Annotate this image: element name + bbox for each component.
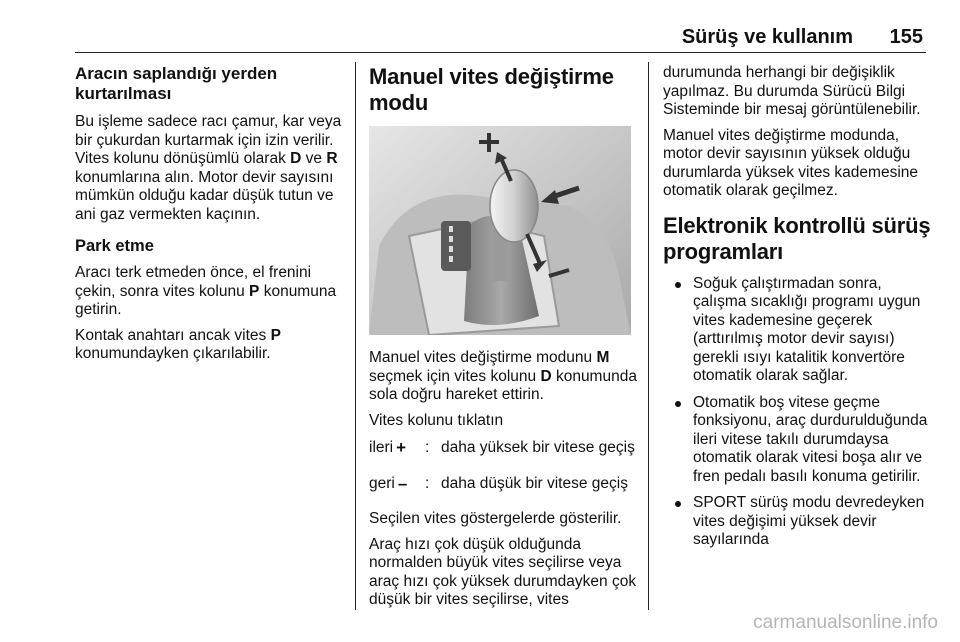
header-rule	[75, 52, 926, 53]
row-upshift: ileri + : daha yüksek bir vitese geçiş	[369, 438, 635, 457]
plus-icon: +	[396, 438, 407, 457]
heading-manual-mode: Manuel vites değiştirme modu	[369, 64, 614, 115]
paragraph-tap: Vites kolunu tıklatın	[369, 411, 504, 429]
list-item: Otomatik boş vitese geçme fonksiyonu, araç durdurulduğunda ileri vitese takılı durumdaysa otomatik olarak vitesi boşa alır ve fren pedalı basılı konuma getirilir.	[663, 394, 933, 487]
watermark: carmanualsonline.info	[753, 612, 938, 633]
gear-lever-drawing	[369, 126, 631, 335]
minus-icon: –	[397, 473, 408, 493]
bullet-icon	[675, 401, 681, 407]
bullet-icon	[675, 282, 681, 288]
heading-programs: Elektronik kontrollü sürüş programları	[663, 212, 931, 264]
list-item: Soğuk çalıştırmadan sonra, çalışma sıcaklığı programı uygun vites kademesine geçerek (arttırılmış motor devir sayısı) gerekli ısıyı katalitik konvertöre otomatik olarak sağlar.	[663, 275, 933, 386]
paragraph-select-manual: Manuel vites değiştirme modunu M seçmek için vites kolunu D konumunda sola doğru hareket ettirin.	[369, 349, 637, 403]
list-item: SPORT sürüş modu devredeyken vites değişimi yüksek devir sayılarında	[663, 494, 933, 550]
column-divider-1	[355, 62, 356, 610]
row-downshift: geri – : daha düşük bir vitese geçiş	[369, 473, 628, 493]
paragraph-no-auto-upshift: Manuel vites değiştirme modunda, motor devir sayısının yüksek olduğu durumlarda yüksek vites kademesine otomatik olarak geçilmez.	[663, 126, 919, 199]
paragraph-shown: Seçilen vites göstergelerde gösterilir.	[369, 510, 622, 527]
page-header	[0, 0, 960, 60]
program-list	[663, 275, 933, 550]
page-number: 155	[889, 26, 923, 48]
column-1	[75, 64, 347, 371]
heading-park: Park etme	[75, 237, 154, 255]
gear-lever-illustration	[369, 126, 631, 335]
paragraph-park-1: Aracı terk etmeden önce, el frenini çekin, sonra vites kolunu P konumuna getirin.	[75, 264, 337, 318]
column-3	[663, 64, 933, 558]
column-2	[369, 64, 637, 617]
header-title: Sürüş ve kullanım	[681, 26, 853, 48]
paragraph-park-2: Kontak anahtarı ancak vites P konumundayken çıkarılabilir.	[75, 326, 281, 362]
paragraph-rescue: Bu işleme sadece racı çamur, kar veya bir çukurdan kurtarmak için izin verilir. Vites kolunu dönüşümlü olarak D ve R konumlarına alın. Motor devir sayısını mümkün olduğu kadar düşük tutun ve ani gaz vermekten kaçının.	[75, 113, 342, 223]
heading-rescue: Aracın saplandığı yerden kurtarılması	[75, 64, 278, 103]
column-divider-2	[648, 62, 649, 610]
paragraph-speed: Araç hızı çok düşük olduğunda normalden büyük vites seçilirse veya araç hızı çok yüksek durumdayken çok düşük bir vites seçilirse, vites	[369, 535, 637, 608]
bullet-icon	[675, 501, 681, 507]
paragraph-continued: durumunda herhangi bir değişiklik yapılmaz. Bu durumda Sürücü Bilgi Sisteminde bir mesaj görüntülenebilir.	[663, 64, 921, 118]
